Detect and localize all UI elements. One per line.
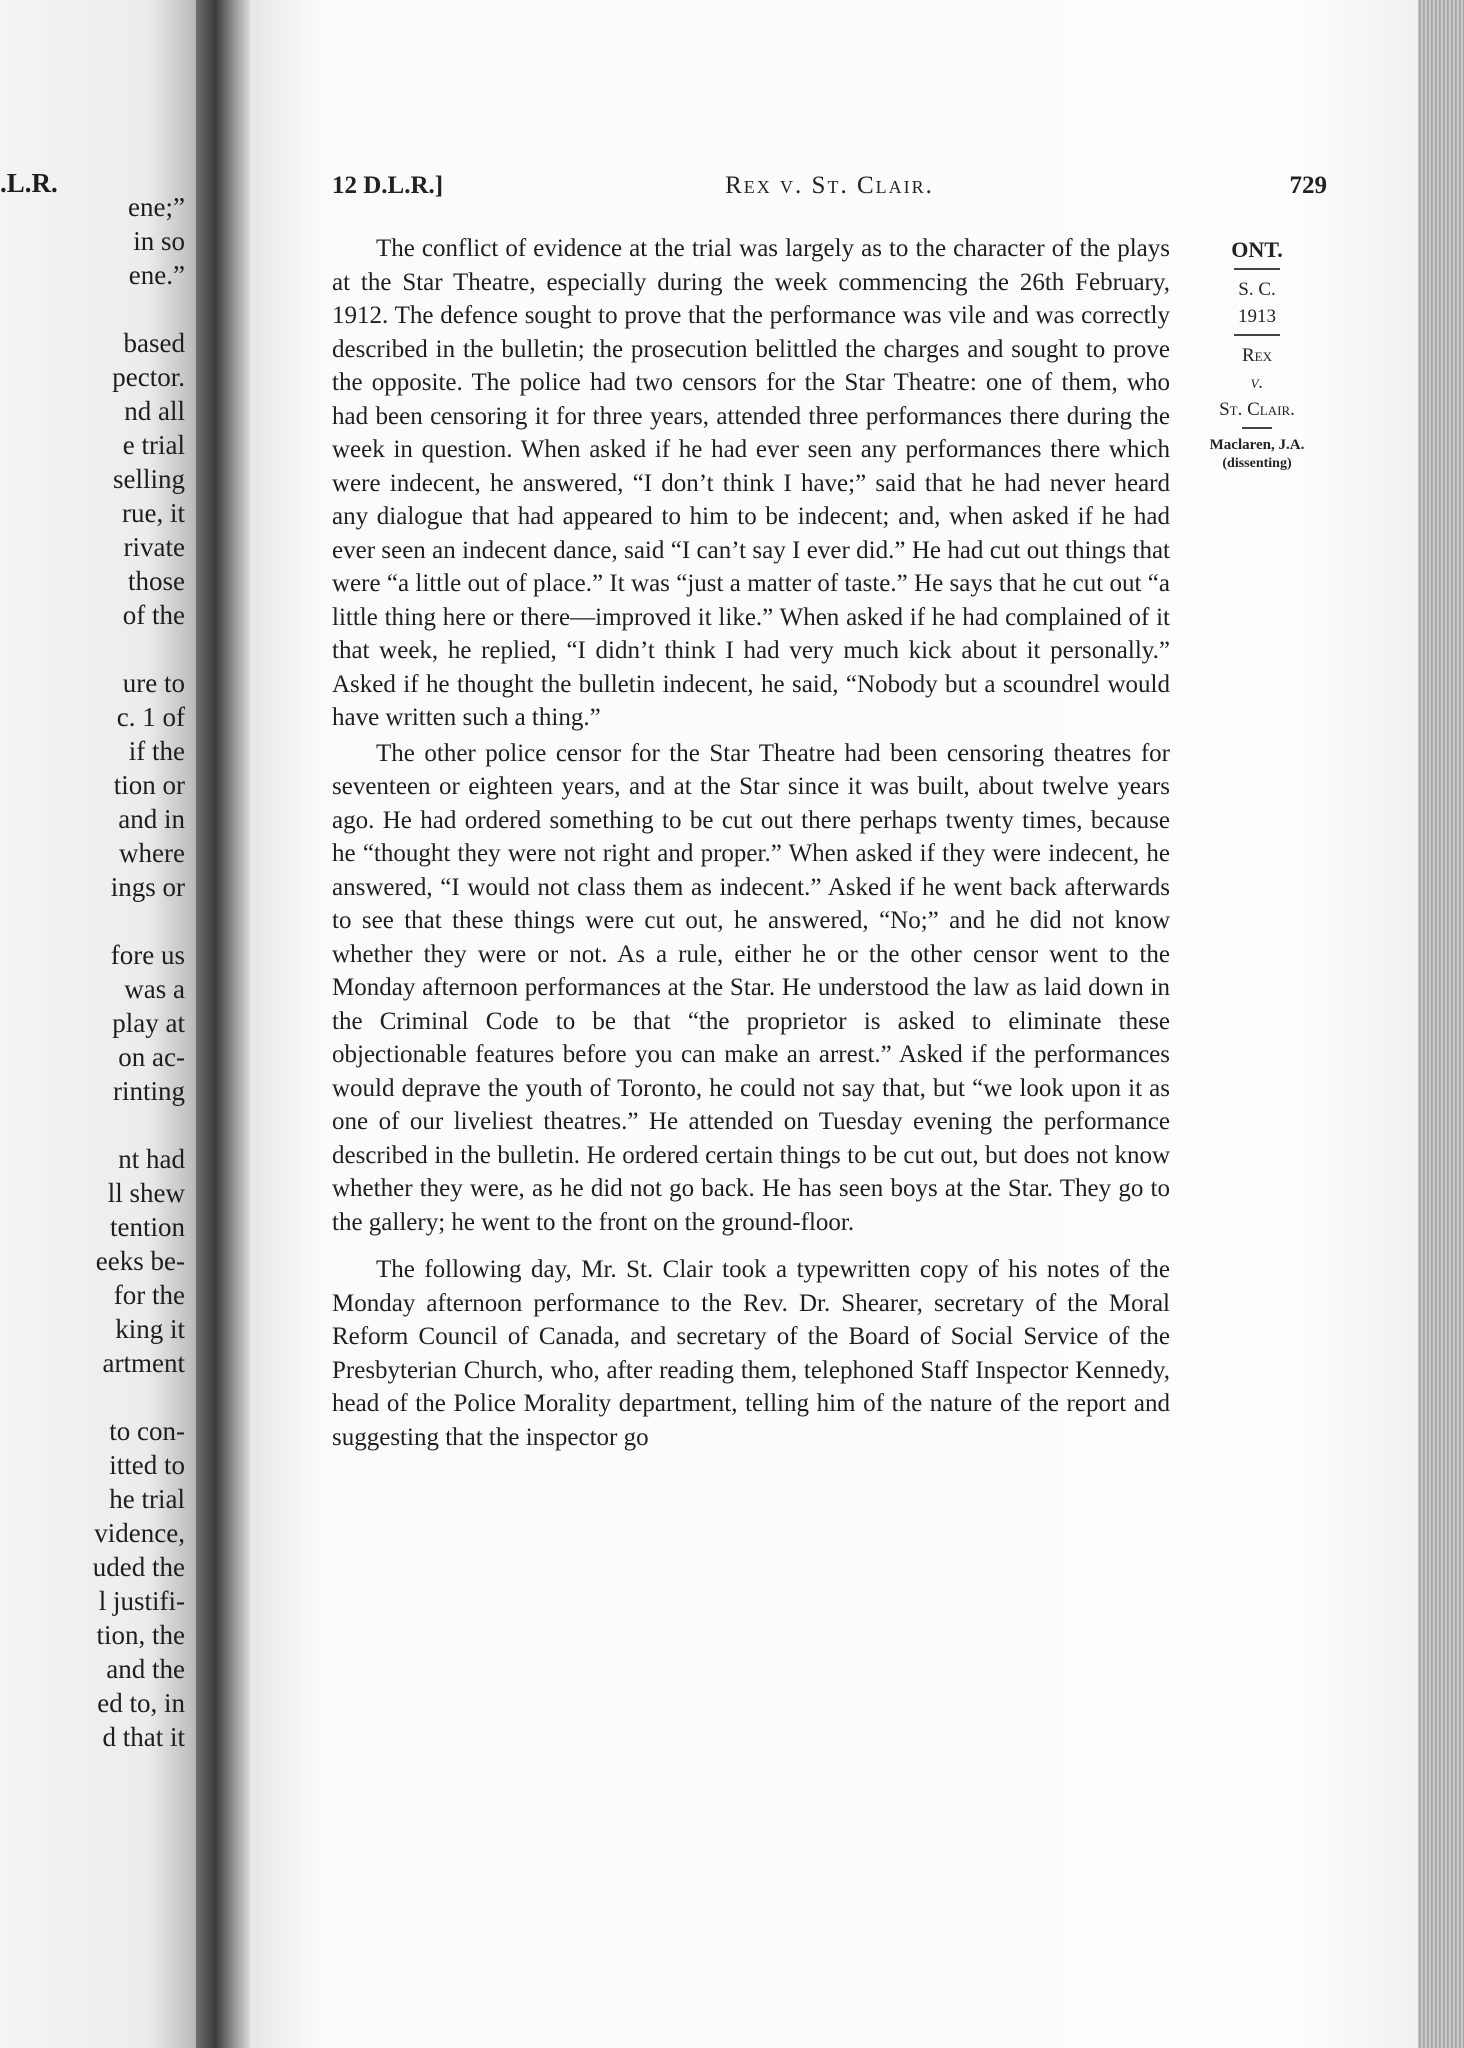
left-page-line: tion, the [96, 1620, 185, 1650]
left-page-line: l justifi- [98, 1586, 185, 1616]
left-page-line: d that it [102, 1722, 185, 1752]
left-page-line: ings or [110, 872, 185, 902]
divider [1234, 268, 1280, 270]
left-page-line: and in [118, 804, 185, 834]
left-page-line: and the [106, 1654, 185, 1684]
left-page-line [0, 292, 185, 326]
left-page-line: was a [124, 974, 185, 1004]
left-page-text [0, 190, 185, 1754]
year-label: 1913 [1238, 306, 1276, 327]
left-page-line: uded the [92, 1552, 185, 1582]
left-page-line: for the [113, 1280, 185, 1310]
paragraph-1: The conflict of evidence at the trial was largely as to the character of the plays at the Star Theatre, especially during the week commencing the 26th February, 1912. The defence sought to prove that the performance was vile and was correctly described in the bulletin; the prosecution belittled the charges and sought to prove the opposite. The police had two censors for the Star Theatre: one of them, who had been censoring it for three years, attended three performances there during the week in question. When asked if he had ever seen any performances there which were indecent, he answered, “I don’t think I have;” said that he had never heard any dialogue that had appeared to him to be indecent; and, when asked if he had ever seen an indecent dance, said “I can’t say I ever did.” He had cut out things that were “a little out of place.” It was “just a matter of taste.” He says that he cut out “a little thing here or there—improved it like.” When asked if he had complained of it that week, he replied, “I didn’t think I had very much kick about it personally.” Asked if he thought the bulletin indecent, he said, “Nobody but a scoundrel would have written such a thing.” [332, 235, 1170, 731]
case-name-line1: Rex [1241, 345, 1272, 366]
left-page-line: e trial [122, 430, 185, 460]
page-number: 729 [1289, 172, 1327, 199]
left-page-line: he trial [109, 1484, 185, 1514]
left-page-line: ene.” [128, 260, 185, 290]
volume-reference: 12 D.L.R.] [332, 172, 444, 199]
left-page-line: tention [110, 1212, 185, 1242]
left-page-line: those [128, 566, 185, 596]
left-page-line: of the [122, 600, 185, 630]
dissent-label: (dissenting) [1222, 456, 1292, 471]
left-page-line: nd all [124, 396, 185, 426]
left-page-line: rivate [123, 532, 185, 562]
province-label: ONT. [1231, 237, 1283, 262]
book-gutter [196, 0, 252, 2048]
left-page-line: to con- [109, 1416, 185, 1446]
left-page-header: .L.R. [0, 168, 58, 198]
left-page-line: pector. [112, 362, 185, 392]
case-title: Rex v. St. Clair. [725, 172, 934, 199]
case-name-line2: v. [1250, 372, 1264, 393]
page-edges [1418, 0, 1464, 2048]
left-page-line: selling [113, 464, 185, 494]
left-page-line: on ac- [118, 1042, 185, 1072]
left-page-line: artment [102, 1348, 185, 1378]
left-page-line: in so [133, 226, 185, 256]
left-page-line: ene;” [128, 192, 185, 222]
left-page-line: play at [112, 1008, 185, 1038]
paragraph-3: The following day, Mr. St. Clair took a typewritten copy of his notes of the Monday afternoon performance to the Rev. Dr. Shearer, secretary of the Moral Reform Council of Canada, and secretary of the Board of Social Service of the Presbyterian Church, who, after reading them, telephoned Staff Inspector Kennedy, head of the Police Morality department, telling him of the nature of the report and suggesting that the inspector go [332, 1256, 1170, 1451]
left-page-line: eeks be- [95, 1246, 185, 1276]
left-page-line [0, 1108, 185, 1142]
left-page-line: fore us [110, 940, 185, 970]
running-header [332, 172, 1327, 206]
left-page-line [0, 1380, 185, 1414]
left-page-line [0, 632, 185, 666]
judge-name: Maclaren, J.A. [1209, 437, 1305, 453]
left-page-line: tion or [113, 770, 185, 800]
left-page [0, 0, 210, 2048]
left-page-line: nt had [118, 1144, 185, 1174]
left-page-line: vidence, [94, 1518, 185, 1548]
left-page-line: where [119, 838, 185, 868]
left-page-line: ed to, in [97, 1688, 185, 1718]
case-name-line3: St. Clair. [1219, 399, 1295, 420]
left-page-line: based [123, 328, 185, 358]
divider [1242, 427, 1272, 429]
left-page-line: ll shew [107, 1178, 185, 1208]
left-page-line: ure to [122, 668, 185, 698]
paragraph-2: The other police censor for the Star Theatre had been censoring theatres for seventeen or eighteen years, and at the Star since it was built, about twelve years ago. He had ordered something to be cut out there perhaps twenty times, because he “thought they were not right and proper.” When asked if they were indecent, he answered, “I would not class them as indecent.” Asked if he went back afterwards to see that these things were cut out, he answered, “No;” and he did not know whether they were or not. As a rule, either he or the other censor went to the Monday afternoon performances at the Star. He understood the law as laid down in the Criminal Code to be that “the proprietor is asked to eliminate these objectionable features before you can make an arrest.” Asked if the performances would deprave the youth of Toronto, he could not say that, but “we look upon it as one of our liveliest theatres.” He attended on Tuesday evening the performance described in the bulletin. He ordered certain things to be cut out, but does not know whether they were, as he did not go back. He has seen boys at the Star. They go to the gallery; he went to the front on the ground-floor. [332, 739, 1170, 1236]
left-page-line: rue, it [122, 498, 185, 528]
margin-note [1192, 236, 1322, 473]
body-text [332, 232, 1170, 1454]
left-page-line: rinting [113, 1076, 185, 1106]
left-page-line: king it [115, 1314, 185, 1344]
left-page-line: itted to [109, 1450, 185, 1480]
divider [1234, 334, 1280, 336]
left-page-line: c. 1 of [116, 702, 185, 732]
court-label: S. C. [1238, 279, 1276, 300]
left-page-line [0, 904, 185, 938]
left-page-line: if the [128, 736, 185, 766]
